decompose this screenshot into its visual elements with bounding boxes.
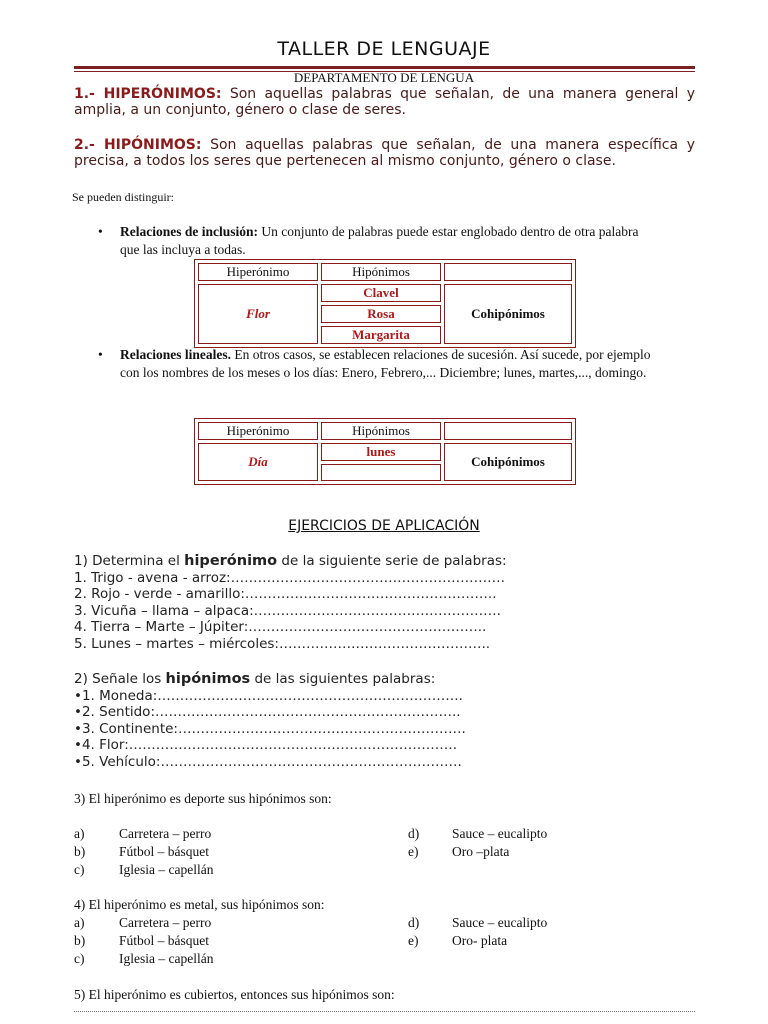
option-text: Oro –plata [452,844,510,859]
cohyponyms-cell: Cohipónimos [444,443,572,481]
option-letter: c) [74,951,85,966]
hyponym-cell [321,464,441,481]
exercise-2 [74,671,694,770]
option-letter: e) [408,933,419,948]
header-hyperonym: Hiperónimo [198,422,318,440]
option-letter: d) [408,826,420,841]
exercise-item: •1. Moneda:………………………………………………………….. [74,687,463,704]
relation-text: En otros casos, se establecen relaciones de sucesión. Así sucede, por ejemplo con los nombres de los meses o los días: Enero, Febrero,... Diciembre; lunes, martes,..., domingo. [120,347,651,380]
bullet-icon: • [98,224,103,239]
exercise-item: 4. Tierra – Marte – Júpiter:…………………………………………….. [74,619,487,635]
linear-table [194,418,576,485]
option-e[interactable] [408,932,708,950]
hyperonym-cell: Día [198,443,318,481]
exercise-4-question: 4) El hiperónimo es metal, sus hipónimos son: [74,897,325,912]
definition-number: 1.- [74,86,104,102]
prompt-keyword: hiperónimo [184,553,278,569]
exercise-1 [74,553,694,652]
exercise-3-question: 3) El hiperónimo es deporte sus hipónimos son: [74,791,332,806]
hyperonym-cell: Flor [198,284,318,344]
definition-term: HIPÓNIMOS: [103,137,202,153]
exercise-3-options-right [408,825,708,861]
header-hyponyms: Hipónimos [321,263,441,281]
option-letter: e) [408,844,419,859]
document-title: TALLER DE LENGUAJE [277,38,491,60]
option-e[interactable] [408,843,708,861]
option-text: Carretera – perro [119,826,212,841]
distinguish-label: Se pueden distinguir: [72,190,174,204]
exercise-4-options-left [74,914,374,968]
hyponym-cell: lunes [321,443,441,461]
option-letter: a) [74,915,85,930]
option-letter: c) [74,862,85,877]
prompt-keyword: hipónimos [165,671,251,687]
cohyponyms-cell: Cohipónimos [444,284,572,344]
option-letter: b) [74,844,86,859]
exercise-1-prompt [74,553,694,570]
prompt-suffix: de las siguientes palabras: [250,671,436,687]
definition-text: Son aquellas palabras que señalan, de una manera general y amplia, a un conjunto, género o clase de seres. [74,86,696,118]
inclusion-table [194,259,576,348]
definition-hyponyms [74,137,695,169]
header-empty [444,422,572,440]
answer-dotted-line[interactable] [74,1011,695,1013]
option-c[interactable] [74,950,374,968]
option-text: Carretera – perro [119,915,212,930]
option-text: Oro- plata [452,933,508,948]
exercise-item: 5. Lunes – martes – miércoles:……………………………………….. [74,635,491,652]
prompt-prefix: 1) Determina el [74,553,185,569]
header-hyperonym: Hiperónimo [198,263,318,281]
definition-number: 2.- [74,137,104,153]
exercise-item: •2. Sentido:………………………………………………………….. [74,704,461,720]
option-text: Fútbol – básquet [119,844,209,859]
option-d[interactable] [408,914,708,932]
exercise-item: 1. Trigo - avena - arroz:……………………………………………………. [74,569,505,586]
hyponym-cell: Clavel [321,284,441,302]
exercise-2-prompt [74,671,694,688]
relation-text: Un conjunto de palabras puede estar englobado dentro de otra palabra que las incluya a todas. [120,224,639,257]
option-text: Fútbol – básquet [119,933,209,948]
relation-linear [98,346,660,382]
definition-text: Son aquellas palabras que señalan, de una manera específica y precisa, a todos los seres que pertenecen al mismo conjunto, género o clase. [74,137,695,169]
exercise-item: 3. Vicuña – llama – alpaca:………………………………………………. [74,602,501,619]
option-text: Iglesia – capellán [119,862,214,877]
option-text: Sauce – eucalipto [452,826,548,841]
option-b[interactable] [74,932,374,950]
option-letter: a) [74,826,85,841]
definition-term: HIPERÓNIMOS: [103,86,222,102]
header-rule-thick [74,66,695,69]
relation-term: Relaciones lineales. [120,347,231,362]
exercise-3-options-left [74,825,374,879]
prompt-suffix: de la siguiente serie de palabras: [277,553,507,569]
department-subtitle: DEPARTAMENTO DE LENGUA [293,70,475,85]
exercise-item: •5. Vehículo:…………………………………………………………. [74,753,462,770]
exercise-item: •4. Flor:………………………………………………………………. [74,737,458,753]
header-hyponyms: Hipónimos [321,422,441,440]
option-a[interactable] [74,825,374,843]
definition-hyperonyms [74,86,695,118]
exercise-4-options-right [408,914,708,950]
relation-inclusion [98,223,660,259]
exercise-item: 2. Rojo - verde - amarillo:……………………………………………….. [74,586,497,602]
hyponym-cell: Margarita [321,326,441,344]
option-d[interactable] [408,825,708,843]
option-letter: d) [408,915,420,930]
option-c[interactable] [74,861,374,879]
option-text: Sauce – eucalipto [452,915,548,930]
relation-term: Relaciones de inclusión: [120,224,259,239]
hyponym-cell: Rosa [321,305,441,323]
bullet-icon: • [98,347,103,362]
prompt-prefix: 2) Señale los [74,671,166,687]
option-letter: b) [74,933,86,948]
exercise-5-question: 5) El hiperónimo es cubiertos, entonces sus hipónimos son: [74,987,395,1002]
option-a[interactable] [74,914,374,932]
exercise-item: •3. Continente:………………………………………………………. [74,720,466,737]
option-b[interactable] [74,843,374,861]
exercises-title: EJERCICIOS DE APLICACIÓN [288,518,480,534]
header-empty [444,263,572,281]
option-text: Iglesia – capellán [119,951,214,966]
